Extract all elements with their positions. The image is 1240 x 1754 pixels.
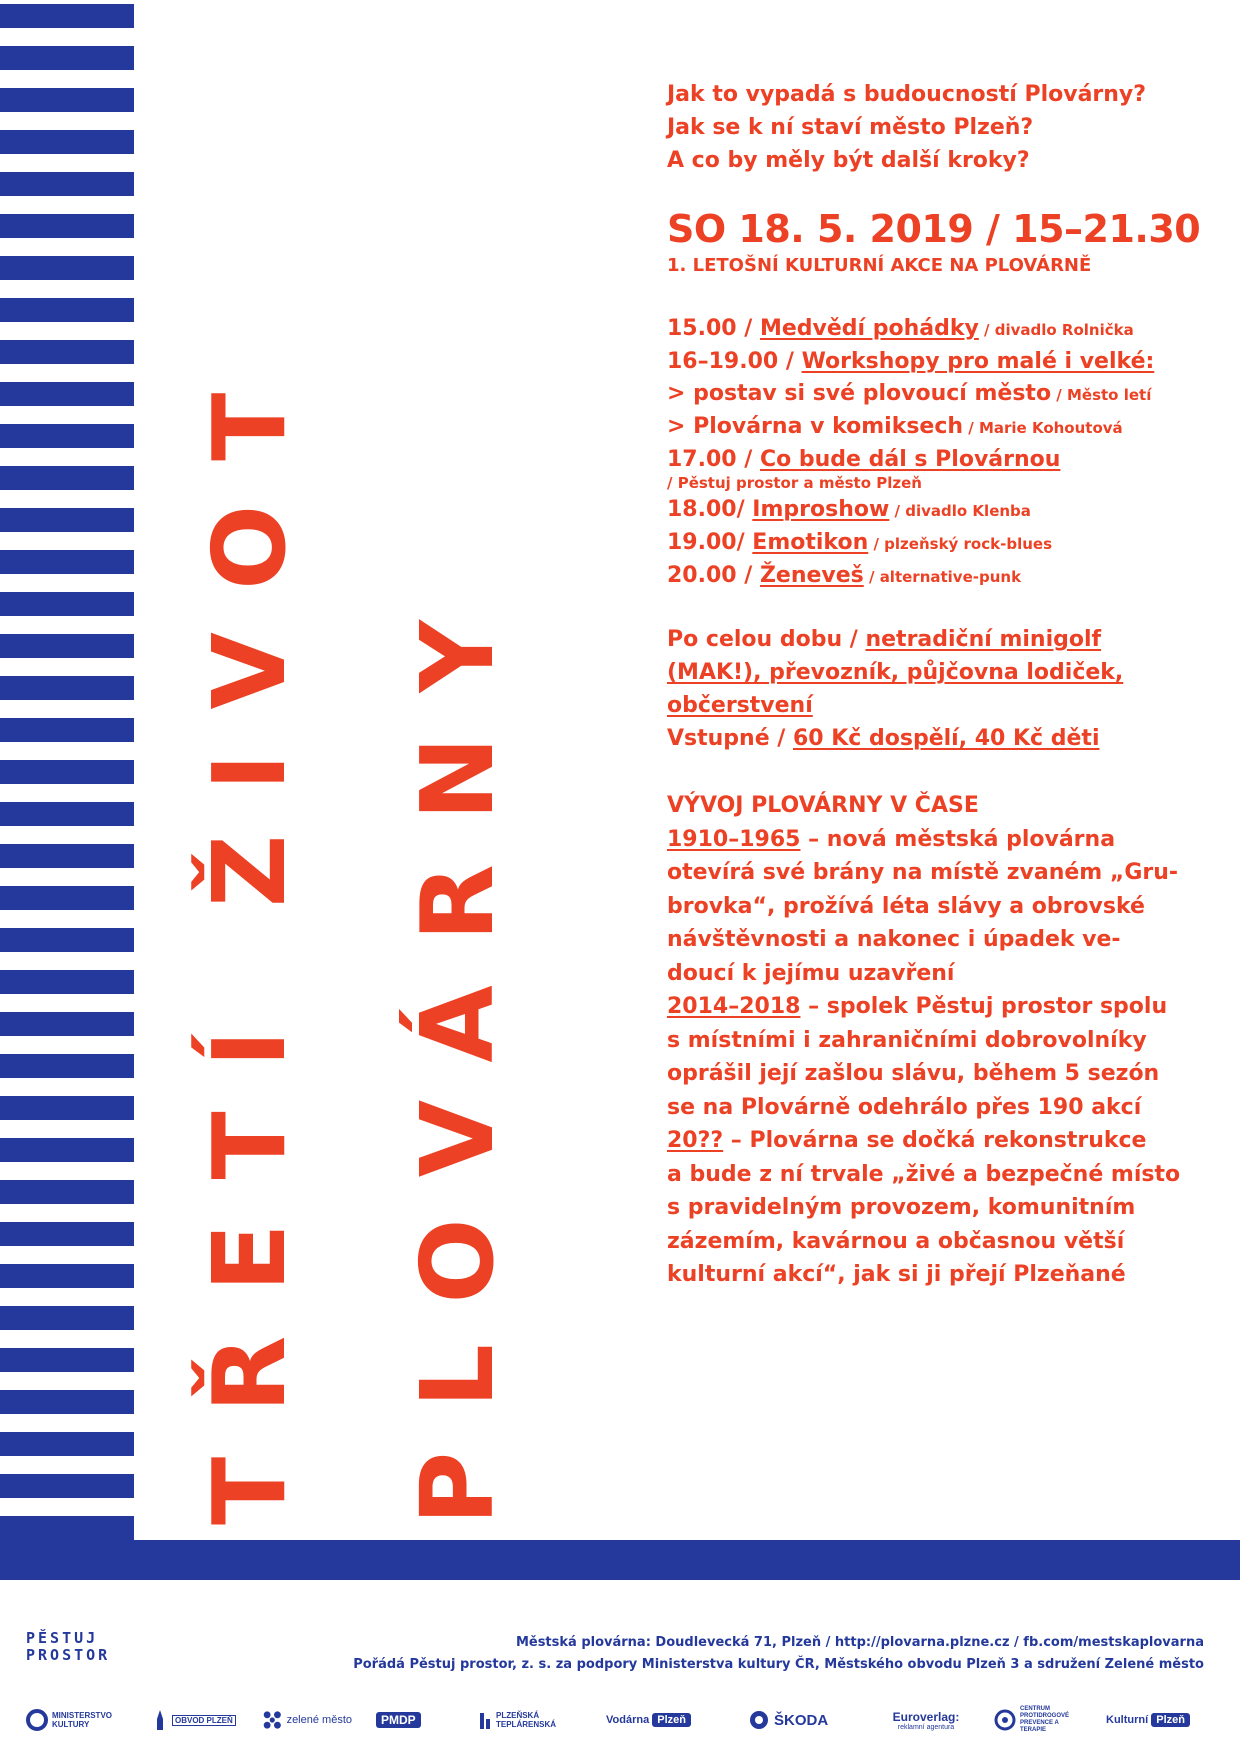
allday-line: [667, 623, 1217, 656]
fee-line: [667, 722, 1217, 755]
stripe: [0, 676, 134, 700]
stripe: [0, 256, 134, 280]
program-time: > postav si své plovoucí město: [667, 381, 1052, 406]
stripe: [0, 508, 134, 532]
stripe: [0, 1222, 134, 1246]
program-item: [667, 313, 1217, 346]
stripe: [0, 634, 134, 658]
program-time: 19.00/: [667, 530, 753, 555]
tower-icon: [152, 1709, 168, 1731]
allday-value: netradiční minigolf: [865, 627, 1102, 652]
logo-line: PROSTOR: [26, 1646, 111, 1664]
program-list: [667, 313, 1217, 593]
stripe: [0, 886, 134, 910]
stripe: [0, 1474, 134, 1498]
stripe: [0, 172, 134, 196]
program-note: / Marie Kohoutová: [963, 419, 1123, 437]
stripe: [0, 802, 134, 826]
skoda-icon: [748, 1709, 770, 1731]
sponsor-kulturni-plzen: Kulturní Plzeň: [1106, 1700, 1210, 1740]
history-year: 2014–2018: [667, 994, 801, 1019]
stripe: [0, 1516, 134, 1540]
footer-address: Městská plovárna: Doudlevecká 71, Plzeň / http://plovarna.plzne.cz / fb.com/mestskaplovarna: [515, 1635, 1204, 1650]
stripe: [0, 718, 134, 742]
intro-line: Jak se k ní staví město Plzeň?: [667, 115, 1034, 140]
program-name: Ženeveš: [759, 563, 864, 588]
title-line-1: TŘETÍ ŽIVOT: [191, 348, 308, 1525]
stripe: [0, 844, 134, 868]
history-text: – nová městská plovárna: [800, 826, 1116, 852]
stripe: [0, 550, 134, 574]
history-line: [667, 823, 1217, 857]
program-note: / divadlo Rolnička: [978, 321, 1134, 339]
history-line: a bude z ní trvale „živé a bezpečné místo: [667, 1161, 1181, 1187]
stripe: [0, 46, 134, 70]
chimney-icon: [478, 1709, 492, 1731]
history-line: doucí k jejímu uzavření: [667, 960, 955, 986]
allday-label: Po celou dobu /: [667, 627, 866, 652]
history-line: [667, 990, 1217, 1024]
program-name: Improshow: [752, 497, 890, 522]
history-year: 1910–1965: [667, 826, 801, 852]
program-time: 18.00/: [667, 497, 753, 522]
sponsor-centrum: CENTRUM PROTIDROGOVÉ PREVENCE A TERAPIE: [994, 1700, 1094, 1740]
program-time: 16–19.00 /: [667, 349, 802, 374]
sponsor-teplarenska: PLZEŇSKÁ TEPLÁRENSKÁ: [478, 1700, 578, 1740]
sponsor-euroverlag: Euroverlag: reklamní agentura: [892, 1709, 960, 1731]
sponsor-ministerstvo: MINISTERSTVO KULTURY: [26, 1700, 126, 1740]
stripe: [0, 130, 134, 154]
centrum-icon: [994, 1709, 1016, 1731]
sponsor-pmdp: PMDP: [376, 1700, 446, 1740]
stripe: [0, 1054, 134, 1078]
info-block: [667, 623, 1217, 755]
allday-value: občerstvení: [667, 693, 813, 718]
sponsor-zelene-mesto: zelené město: [262, 1700, 352, 1740]
event-date: SO 18. 5. 2019 / 15–21.30: [667, 207, 1201, 251]
logo-line: PĚSTUJ: [26, 1629, 99, 1647]
program-name: Emotikon: [752, 530, 869, 555]
title-line-2: PLOVÁRNY: [399, 576, 516, 1525]
stripe: [0, 1096, 134, 1120]
stripe: [0, 382, 134, 406]
pestuj-prostor-logo: [26, 1630, 110, 1664]
stripe: [0, 298, 134, 322]
sponsor-obvod: OBVOD PLZEŇ: [152, 1700, 242, 1740]
program-name: Medvědí pohádky: [759, 316, 979, 341]
intro-line: Jak to vypadá s budoucností Plovárny?: [667, 82, 1147, 107]
history-line: s místními i zahraničními dobrovolníky: [667, 1027, 1147, 1053]
stripe: [0, 1390, 134, 1414]
program-time: 15.00 /: [667, 316, 760, 341]
event-subtitle: 1. LETOŠNÍ KULTURNÍ AKCE NA PLOVÁRNĚ: [667, 255, 1092, 276]
stripe: [0, 1348, 134, 1372]
ministerstvo-icon: [26, 1709, 48, 1731]
stripe: [0, 1264, 134, 1288]
sponsor-logos: [26, 1700, 1216, 1740]
fee-value: 60 Kč dospělí, 40 Kč děti: [792, 726, 1100, 751]
footer-organizer: Pořádá Pěstuj prostor, z. s. za podpory Ministerstva kultury ČR, Městského obvodu Plzeň 3 a sdružení Zelené město: [353, 1657, 1204, 1672]
stripe: [0, 1432, 134, 1456]
stripe: [0, 424, 134, 448]
program-item-note: / Pěstuj prostor a město Plzeň: [667, 474, 922, 492]
stripe: [0, 1138, 134, 1162]
program-name: Co bude dál s Plovárnou: [759, 447, 1061, 472]
program-time: 17.00 /: [667, 447, 760, 472]
stripe: [0, 340, 134, 364]
footer-info: [353, 1632, 1204, 1676]
program-item: [667, 527, 1217, 560]
history-heading: VÝVOJ PLOVÁRNY V ČASE: [667, 793, 979, 818]
program-item: [667, 346, 1217, 378]
cross-icon: [262, 1708, 283, 1732]
history-line: otevírá své brány na místě zvaném „Gru-: [667, 860, 1179, 885]
stripe: [0, 760, 134, 784]
stripe: [0, 466, 134, 490]
history-line: návštěvnosti a nakonec i úpadek ve-: [667, 927, 1121, 952]
history-line: brovka“, prožívá léta slávy a obrovské: [667, 893, 1145, 919]
stripe: [0, 970, 134, 994]
program-time: 20.00 /: [667, 563, 760, 588]
intro-questions: [667, 78, 1217, 177]
allday-value: (MAK!), převozník, půjčovna lodiček,: [667, 660, 1124, 685]
history-line: kulturní akcí“, jak si ji přejí Plzeňané: [667, 1262, 1126, 1287]
program-note: / Město letí: [1051, 386, 1152, 404]
stripe: [0, 1180, 134, 1204]
sponsor-skoda: ŠKODA: [748, 1700, 838, 1740]
stripe: [0, 928, 134, 952]
history-text: – spolek Pěstuj prostor spolu: [800, 994, 1168, 1019]
history-line: se na Plovárně odehrálo přes 190 akcí: [667, 1094, 1142, 1120]
program-item: [667, 378, 1217, 411]
stripe: [0, 1306, 134, 1330]
program-item: [667, 494, 1217, 527]
history-block: [667, 789, 1217, 1292]
program-note: / alternative-punk: [863, 568, 1022, 586]
stripe: [0, 1012, 134, 1036]
program-note: / divadlo Klenba: [889, 502, 1031, 520]
program-item: [667, 560, 1217, 593]
stripe-pattern: [0, 0, 134, 1530]
content-column: [667, 78, 1217, 1292]
program-note: / plzeňský rock-blues: [868, 535, 1052, 553]
sponsor-vodarna: Vodárna Plzeň: [606, 1700, 706, 1740]
history-text: – Plovárna se dočká rekonstrukce: [723, 1128, 1147, 1153]
stripe: [0, 214, 134, 238]
program-name: Workshopy pro malé i velké:: [801, 349, 1155, 374]
history-line: zázemím, kavárnou a občasnou větší: [667, 1228, 1125, 1254]
intro-line: A co by měly být další kroky?: [667, 148, 1030, 173]
stripe: [0, 88, 134, 112]
history-line: s pravidelným provozem, komunitním: [667, 1195, 1136, 1220]
history-year: 20??: [667, 1128, 724, 1153]
allday-line: [667, 689, 1217, 722]
program-item: [667, 411, 1217, 444]
divider-band: [0, 1540, 1240, 1580]
stripe: [0, 4, 134, 28]
stripe: [0, 592, 134, 616]
history-line: [667, 1124, 1217, 1158]
history-line: oprášil její zašlou slávu, během 5 sezón: [667, 1061, 1160, 1086]
program-time: > Plovárna v komiksech: [667, 414, 964, 439]
fee-label: Vstupné /: [667, 726, 793, 751]
